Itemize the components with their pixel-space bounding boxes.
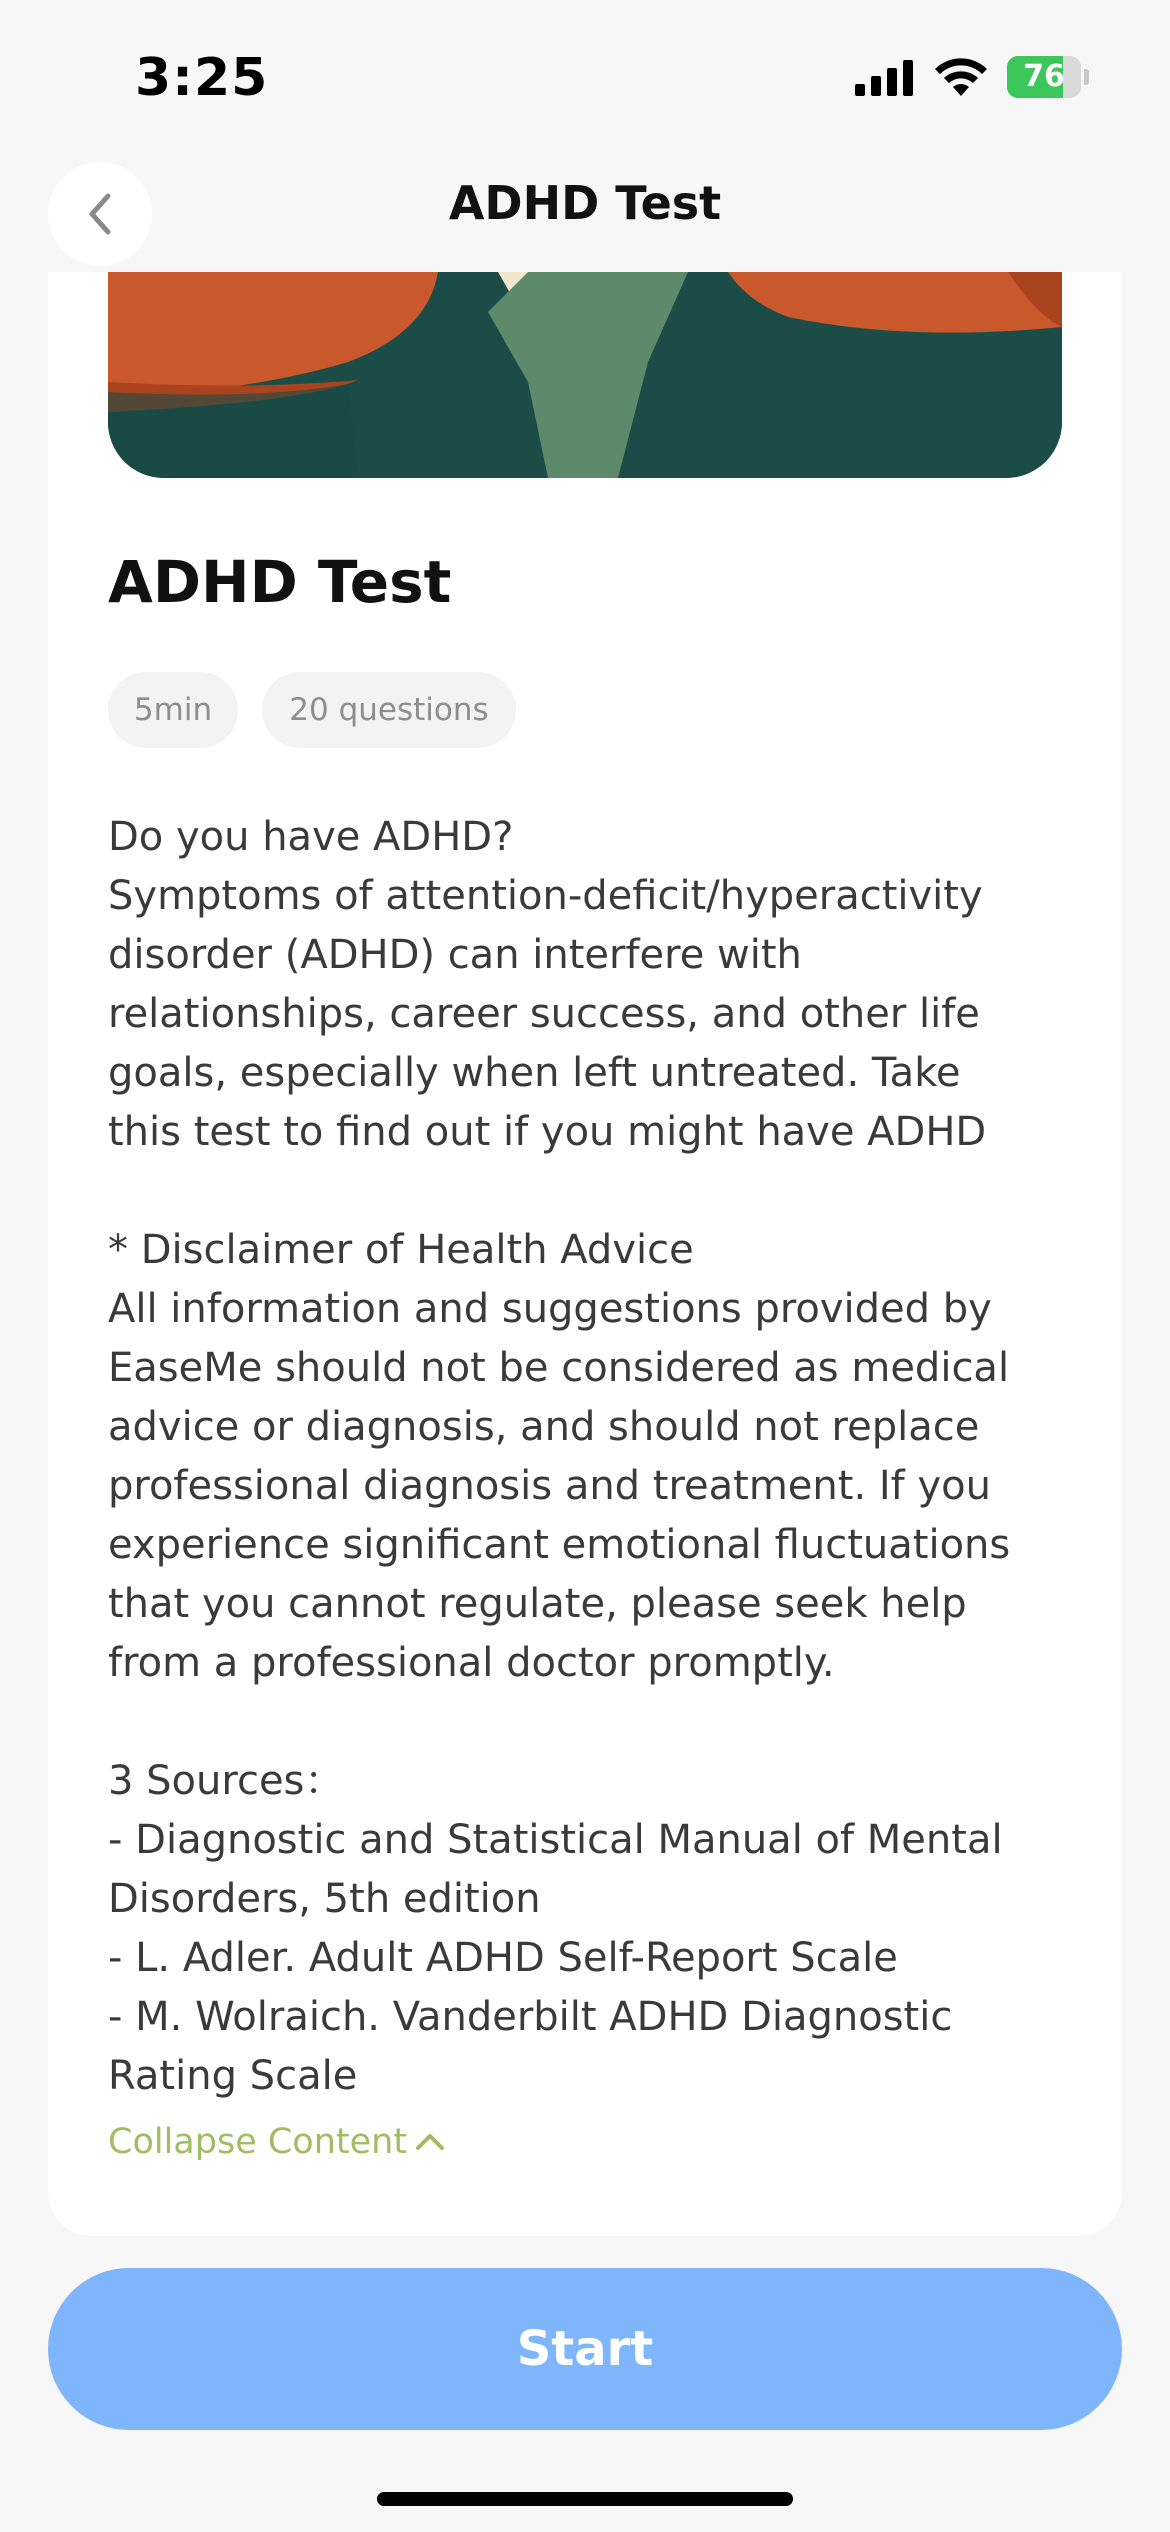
collapse-content-button[interactable] xyxy=(108,2122,447,2162)
start-button[interactable]: Start xyxy=(48,2268,1122,2430)
battery-level: 76 xyxy=(1023,59,1065,94)
sources-line: - L. Adler. Adult ADHD Self-Report Scale xyxy=(108,1935,898,1981)
description-line: Do you have ADHD? xyxy=(108,814,514,860)
hero-illustration xyxy=(108,272,1062,478)
test-title: ADHD Test xyxy=(108,548,452,616)
disclaimer-line: advice or diagnosis, and should not replace xyxy=(108,1404,980,1450)
disclaimer-line: professional diagnosis and treatment. If you xyxy=(108,1463,991,1509)
status-time: 3:25 xyxy=(135,48,269,108)
test-info-card xyxy=(48,272,1122,2236)
nav-title: ADHD Test xyxy=(448,176,722,230)
disclaimer-line: from a professional doctor promptly. xyxy=(108,1640,835,1686)
description-line: this test to find out if you might have ADHD xyxy=(108,1109,987,1155)
disclaimer-line: * Disclaimer of Health Advice xyxy=(108,1227,694,1273)
sources-line: - M. Wolraich. Vanderbilt ADHD Diagnostic xyxy=(108,1994,953,2040)
description-line: goals, especially when left untreated. Take xyxy=(108,1050,961,1096)
chevron-up-icon xyxy=(413,2130,447,2154)
question-count-tag: 20 questions xyxy=(262,672,516,748)
disclaimer-line: that you cannot regulate, please seek help xyxy=(108,1581,967,1627)
cellular-signal-icon xyxy=(855,60,915,96)
description-line: Symptoms of attention-deficit/hyperactivity xyxy=(108,873,983,919)
collapse-content-label: Collapse Content xyxy=(108,2122,408,2162)
sources-line: Rating Scale xyxy=(108,2053,358,2099)
sources-line: Disorders, 5th edition xyxy=(108,1876,541,1922)
home-indicator xyxy=(377,2492,793,2506)
description-line: relationships, career success, and other life xyxy=(108,991,980,1037)
status-bar xyxy=(0,0,1170,150)
sources-line: - Diagnostic and Statistical Manual of Mental xyxy=(108,1817,1003,1863)
description-line: disorder (ADHD) can interfere with xyxy=(108,932,802,978)
wifi-icon xyxy=(935,56,987,96)
duration-tag: 5min xyxy=(108,672,238,748)
disclaimer-line: experience significant emotional fluctuations xyxy=(108,1522,1011,1568)
disclaimer-line: EaseMe should not be considered as medical xyxy=(108,1345,1010,1391)
battery-charging-icon xyxy=(1007,56,1089,98)
sources-line: 3 Sources： xyxy=(108,1758,345,1804)
disclaimer-line: All information and suggestions provided by xyxy=(108,1286,992,1332)
test-description xyxy=(108,808,1078,2106)
